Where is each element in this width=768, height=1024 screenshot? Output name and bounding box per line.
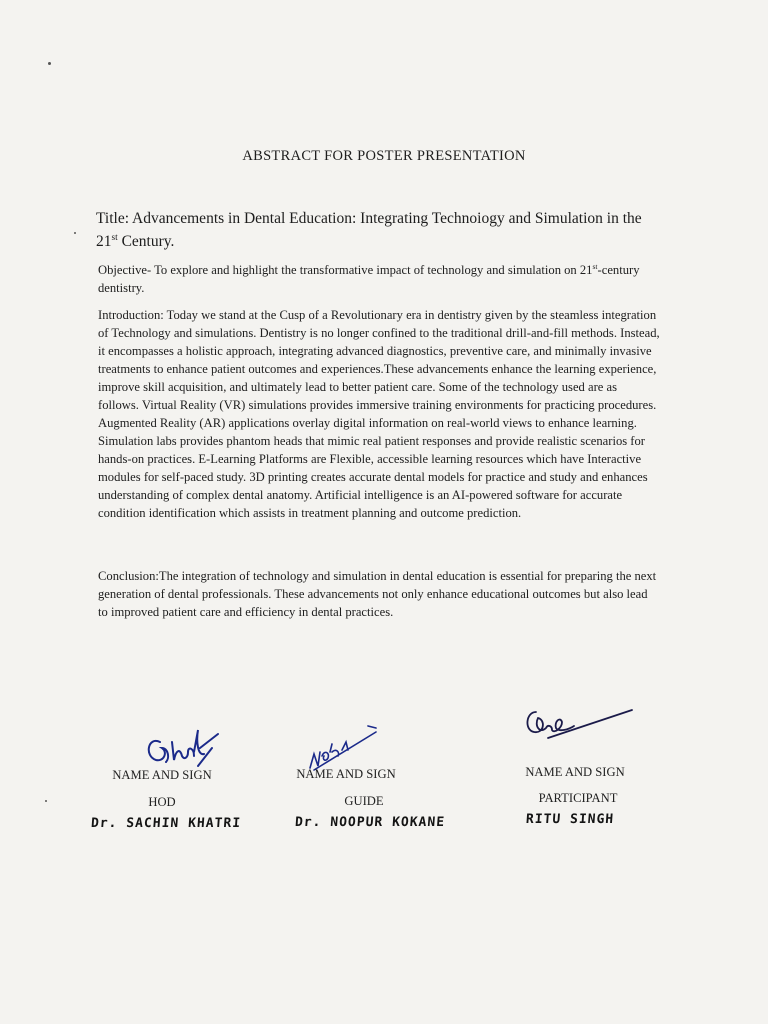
participant-sign-label: NAME AND SIGN [525,765,625,779]
participant-signature [518,702,638,746]
scan-speck [74,232,76,234]
document-heading: ABSTRACT FOR POSTER PRESENTATION [242,148,526,164]
guide-sign-label: NAME AND SIGN [296,767,396,781]
abstract-title: Title: Advancements in Dental Education: Integrating Technoiogy and Simulation in the 21st Century. [96,210,642,250]
hod-role: HOD [148,795,176,809]
scan-speck [45,800,47,802]
scan-speck [48,62,51,65]
introduction-paragraph: Introduction: Today we stand at the Cusp of a Revolutionary era in dentistry given by the steamless integration of Technology and simulations. Dentistry is no longer confined to the traditional drill-and-fill methods. Instead, it encompasses a holistic approach, integrating advanced diagnostics, preventive care, and minimally invasive treatments to enhance patient outcomes and experiences.These advancements enhance the learning experience, improve skill acquisition, and ultimately lead to better patient care. Some of the technology used are as follows. Virtual Reality (VR) simulations provides immersive training environments for practicing procedures. Augmented Reality (AR) applications overlay digital information on real-world views to enhance learning. Simulation labs provides phantom heads that mimic real patient responses and provide realistic scenarios for hands-on practices. E-Learning Platforms are Flexible, accessible learning resources which have Interactive modules for self-paced study. 3D printing creates accurate dental models for practice and study and enhances understanding of complex dental anatomy. Artificial intelligence is an AI-powered software for accurate condition identification which assists in treatment planning and outcome prediction. [98,308,660,520]
hod-sign-label: NAME AND SIGN [112,768,212,782]
participant-role: PARTICIPANT [538,791,618,805]
guide-role: GUIDE [344,794,384,808]
conclusion-paragraph: Conclusion:The integration of technology and simulation in dental education is essential for preparing the next generation of dental professionals. These advancements not only enhance educational outcomes but also lead to improved patient care and efficiency in dental practices. [98,569,657,619]
participant-name: RITU SINGH [525,812,615,827]
hod-name: Dr. SACHIN KHATRI [90,816,242,831]
guide-name: Dr. NOOPUR KOKANE [294,815,446,830]
hod-signature [138,712,228,772]
objective-paragraph: Objective- To explore and highlight the transformative impact of technology and simulation on 21st-century dentistry. [98,261,640,295]
